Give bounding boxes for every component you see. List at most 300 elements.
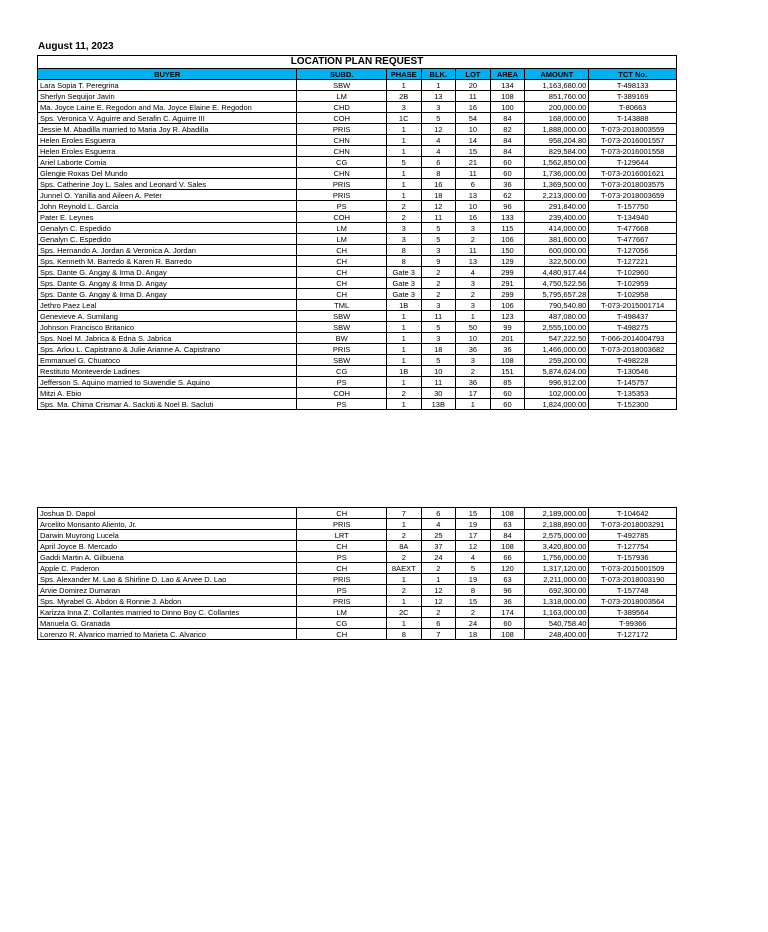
table-row: [38, 552, 677, 563]
table-row: [38, 596, 677, 607]
cell-subd: PRIS: [297, 124, 387, 135]
cell-amount: 414,000.00: [525, 223, 589, 234]
cell-buyer: Joshua D. Dapol: [38, 508, 297, 519]
report-date: August 11, 2023: [38, 41, 114, 52]
table-row: [38, 388, 677, 399]
cell-buyer: Darwin Muyrong Lucela: [38, 530, 297, 541]
cell-buyer: Arvie Domirez Dumaran: [38, 585, 297, 596]
cell-tct: T-157748: [589, 585, 677, 596]
table-row: [38, 322, 677, 333]
cell-area: 106: [490, 300, 525, 311]
cell-tct: T-073-2018003575: [589, 179, 677, 190]
cell-amount: 381,600.00: [525, 234, 589, 245]
cell-buyer: Helen Eroles Esguerra: [38, 146, 297, 157]
table-row: [38, 168, 677, 179]
cell-blk: 4: [421, 135, 456, 146]
cell-phase: 1: [386, 146, 421, 157]
cell-area: 60: [490, 618, 525, 629]
cell-phase: 1: [386, 311, 421, 322]
cell-blk: 3: [421, 300, 456, 311]
cell-blk: 12: [421, 201, 456, 212]
cell-area: 63: [490, 519, 525, 530]
column-header-tct: TCT No.: [589, 69, 677, 80]
cell-phase: 2: [386, 212, 421, 223]
cell-amount: 239,400.00: [525, 212, 589, 223]
cell-lot: 4: [456, 267, 491, 278]
cell-area: 129: [490, 256, 525, 267]
cell-amount: 1,317,120.00: [525, 563, 589, 574]
cell-area: 36: [490, 596, 525, 607]
cell-tct: T-492785: [589, 530, 677, 541]
cell-tct: T-157936: [589, 552, 677, 563]
cell-phase: 2: [386, 201, 421, 212]
cell-subd: CH: [297, 256, 387, 267]
cell-lot: 17: [456, 530, 491, 541]
cell-tct: T-157750: [589, 201, 677, 212]
cell-lot: 2: [456, 366, 491, 377]
cell-tct: T-99366: [589, 618, 677, 629]
cell-tct: T-073-2018003559: [589, 124, 677, 135]
cell-subd: PS: [297, 377, 387, 388]
cell-phase: 1: [386, 519, 421, 530]
cell-blk: 6: [421, 508, 456, 519]
cell-phase: 7: [386, 508, 421, 519]
table-title: LOCATION PLAN REQUEST: [38, 56, 677, 69]
cell-phase: 8A: [386, 541, 421, 552]
cell-subd: CHD: [297, 102, 387, 113]
cell-blk: 11: [421, 212, 456, 223]
cell-subd: COH: [297, 388, 387, 399]
table-row: [38, 399, 677, 410]
cell-blk: 30: [421, 388, 456, 399]
cell-buyer: Sps. Kenneth M. Barredo & Karen R. Barredo: [38, 256, 297, 267]
column-header-amount: AMOUNT: [525, 69, 589, 80]
cell-lot: 6: [456, 179, 491, 190]
cell-buyer: Lara Sopia T. Peregrina: [38, 80, 297, 91]
cell-blk: 2: [421, 278, 456, 289]
cell-area: 63: [490, 574, 525, 585]
cell-buyer: Johnson Francisco Britanico: [38, 322, 297, 333]
cell-blk: 11: [421, 377, 456, 388]
cell-tct: T-134940: [589, 212, 677, 223]
cell-area: 60: [490, 388, 525, 399]
cell-area: 99: [490, 322, 525, 333]
cell-tct: T-498228: [589, 355, 677, 366]
cell-area: 84: [490, 135, 525, 146]
cell-phase: 2: [386, 388, 421, 399]
location-plan-table: [37, 55, 677, 410]
table-row: [38, 179, 677, 190]
cell-phase: Gate 3: [386, 278, 421, 289]
cell-lot: 16: [456, 212, 491, 223]
table-row: [38, 256, 677, 267]
cell-phase: 1: [386, 344, 421, 355]
cell-lot: 15: [456, 596, 491, 607]
cell-phase: 1: [386, 322, 421, 333]
cell-phase: 1B: [386, 366, 421, 377]
table-row: [38, 618, 677, 629]
cell-amount: 2,213,000.00: [525, 190, 589, 201]
cell-amount: 2,575,000.00: [525, 530, 589, 541]
cell-amount: 1,318,000.00: [525, 596, 589, 607]
cell-subd: CH: [297, 541, 387, 552]
cell-area: 36: [490, 179, 525, 190]
cell-tct: T-127754: [589, 541, 677, 552]
cell-lot: 15: [456, 508, 491, 519]
cell-area: 299: [490, 267, 525, 278]
cell-lot: 3: [456, 223, 491, 234]
cell-blk: 5: [421, 234, 456, 245]
cell-buyer: Glengie Roxas Del Mundo: [38, 168, 297, 179]
cell-phase: 1: [386, 135, 421, 146]
cell-phase: 1B: [386, 300, 421, 311]
cell-buyer: Lorenzo R. Alvarico married to Marieta C. Alvarico: [38, 629, 297, 640]
cell-buyer: Apple C. Paderon: [38, 563, 297, 574]
cell-area: 108: [490, 629, 525, 640]
cell-phase: 2: [386, 552, 421, 563]
cell-subd: CHN: [297, 168, 387, 179]
cell-blk: 5: [421, 113, 456, 124]
cell-buyer: April Joyce B. Mercado: [38, 541, 297, 552]
cell-subd: SBW: [297, 311, 387, 322]
cell-subd: LM: [297, 91, 387, 102]
cell-buyer: Jessie M. Abadilla married to Maria Joy R. Abadilla: [38, 124, 297, 135]
cell-subd: CH: [297, 278, 387, 289]
cell-subd: PRIS: [297, 344, 387, 355]
cell-amount: 322,500.00: [525, 256, 589, 267]
table-row: [38, 530, 677, 541]
cell-subd: PS: [297, 585, 387, 596]
cell-amount: 1,736,000.00: [525, 168, 589, 179]
table-row: [38, 508, 677, 519]
table-row: [38, 333, 677, 344]
cell-phase: 2: [386, 530, 421, 541]
cell-blk: 3: [421, 333, 456, 344]
cell-subd: PRIS: [297, 574, 387, 585]
cell-phase: 1: [386, 596, 421, 607]
cell-subd: COH: [297, 212, 387, 223]
cell-lot: 36: [456, 344, 491, 355]
cell-buyer: Genalyn C. Espedido: [38, 223, 297, 234]
cell-subd: LM: [297, 223, 387, 234]
cell-area: 133: [490, 212, 525, 223]
cell-amount: 829,584.00: [525, 146, 589, 157]
cell-amount: 2,555,100.00: [525, 322, 589, 333]
cell-blk: 2: [421, 607, 456, 618]
cell-area: 134: [490, 80, 525, 91]
cell-tct: T-073-2018003291: [589, 519, 677, 530]
cell-blk: 11: [421, 311, 456, 322]
cell-amount: 600,000.00: [525, 245, 589, 256]
cell-lot: 16: [456, 102, 491, 113]
cell-blk: 4: [421, 146, 456, 157]
cell-buyer: Sps. Arlou L. Capistrano & Julie Arianne A. Capistrano: [38, 344, 297, 355]
cell-lot: 18: [456, 629, 491, 640]
cell-blk: 16: [421, 179, 456, 190]
cell-tct: T-102958: [589, 289, 677, 300]
cell-blk: 18: [421, 190, 456, 201]
cell-tct: T-389564: [589, 607, 677, 618]
cell-phase: 1: [386, 574, 421, 585]
cell-subd: CH: [297, 267, 387, 278]
cell-lot: 36: [456, 377, 491, 388]
cell-tct: T-066-2014004793: [589, 333, 677, 344]
cell-phase: 3: [386, 234, 421, 245]
cell-phase: Gate 3: [386, 289, 421, 300]
cell-amount: 2,188,890.00: [525, 519, 589, 530]
cell-tct: T-498133: [589, 80, 677, 91]
cell-phase: 5: [386, 157, 421, 168]
cell-buyer: Sps. Hernando A. Jordan & Veronica A. Jordan: [38, 245, 297, 256]
cell-blk: 2: [421, 267, 456, 278]
cell-lot: 21: [456, 157, 491, 168]
cell-area: 60: [490, 168, 525, 179]
cell-area: 62: [490, 190, 525, 201]
cell-lot: 11: [456, 168, 491, 179]
cell-phase: 1C: [386, 113, 421, 124]
cell-lot: 1: [456, 311, 491, 322]
cell-amount: 1,562,850.00: [525, 157, 589, 168]
cell-blk: 3: [421, 245, 456, 256]
cell-tct: T-073-2018003564: [589, 596, 677, 607]
cell-amount: 1,163,680.00: [525, 80, 589, 91]
cell-buyer: Arcelito Monsanto Aliento, Jr.: [38, 519, 297, 530]
cell-subd: CH: [297, 563, 387, 574]
cell-phase: 2C: [386, 607, 421, 618]
cell-buyer: Mitzi A. Ebio: [38, 388, 297, 399]
cell-blk: 3: [421, 102, 456, 113]
cell-blk: 4: [421, 519, 456, 530]
cell-buyer: Gaddi Martin A. Gilbuena: [38, 552, 297, 563]
cell-blk: 9: [421, 256, 456, 267]
cell-buyer: Karizza Inna Z. Collantes married to Dinno Boy C. Collantes: [38, 607, 297, 618]
cell-lot: 17: [456, 388, 491, 399]
cell-area: 85: [490, 377, 525, 388]
cell-subd: SBW: [297, 355, 387, 366]
cell-amount: 958,204.80: [525, 135, 589, 146]
cell-subd: PS: [297, 201, 387, 212]
cell-lot: 3: [456, 355, 491, 366]
table-row: [38, 190, 677, 201]
table-row: [38, 574, 677, 585]
cell-buyer: Sps. Dante G. Angay & Irma D. Angay: [38, 267, 297, 278]
location-plan-table-continued: [37, 507, 677, 640]
cell-tct: T-129644: [589, 157, 677, 168]
cell-lot: 54: [456, 113, 491, 124]
cell-subd: LRT: [297, 530, 387, 541]
cell-blk: 13B: [421, 399, 456, 410]
cell-buyer: Sps. Alexander M. Lao & Shirline D. Lao & Arvee D. Lao: [38, 574, 297, 585]
cell-tct: T-073-2018003190: [589, 574, 677, 585]
cell-subd: SBW: [297, 322, 387, 333]
cell-amount: 5,795,657.28: [525, 289, 589, 300]
cell-buyer: Jefferson S. Aquino married to Suwendie S. Aquino: [38, 377, 297, 388]
cell-buyer: Sps. Noel M. Jabrica & Edna S. Jabrica: [38, 333, 297, 344]
cell-amount: 1,756,000.00: [525, 552, 589, 563]
cell-area: 123: [490, 311, 525, 322]
cell-tct: T-073-2015001509: [589, 563, 677, 574]
cell-amount: 1,369,500.00: [525, 179, 589, 190]
cell-amount: 1,163,000.00: [525, 607, 589, 618]
table-row: [38, 102, 677, 113]
cell-area: 108: [490, 355, 525, 366]
cell-subd: LM: [297, 234, 387, 245]
cell-blk: 8: [421, 168, 456, 179]
cell-area: 100: [490, 102, 525, 113]
cell-tct: T-127172: [589, 629, 677, 640]
cell-tct: T-073-2018003682: [589, 344, 677, 355]
table-row: [38, 629, 677, 640]
cell-buyer: Sps. Dante G. Angay & Irma D. Angay: [38, 289, 297, 300]
cell-lot: 8: [456, 585, 491, 596]
cell-blk: 5: [421, 355, 456, 366]
cell-blk: 12: [421, 596, 456, 607]
cell-phase: 8: [386, 629, 421, 640]
table-row: [38, 311, 677, 322]
cell-tct: T-073-2015001714: [589, 300, 677, 311]
cell-area: 36: [490, 344, 525, 355]
cell-tct: T-477667: [589, 234, 677, 245]
cell-area: 96: [490, 585, 525, 596]
cell-phase: 8: [386, 245, 421, 256]
cell-tct: T-145757: [589, 377, 677, 388]
cell-tct: T-498275: [589, 322, 677, 333]
cell-buyer: Manuela G. Granada: [38, 618, 297, 629]
cell-lot: 3: [456, 300, 491, 311]
table-row: [38, 113, 677, 124]
cell-buyer: Junnel O. Yanilla and Aileen A. Peter: [38, 190, 297, 201]
table-row: [38, 278, 677, 289]
cell-subd: CH: [297, 629, 387, 640]
cell-area: 66: [490, 552, 525, 563]
cell-lot: 3: [456, 278, 491, 289]
cell-tct: T-130546: [589, 366, 677, 377]
cell-lot: 19: [456, 574, 491, 585]
cell-subd: COH: [297, 113, 387, 124]
cell-tct: T-477668: [589, 223, 677, 234]
column-header-buyer: BUYER: [38, 69, 297, 80]
cell-lot: 2: [456, 234, 491, 245]
cell-phase: 2B: [386, 91, 421, 102]
cell-lot: 50: [456, 322, 491, 333]
cell-phase: 3: [386, 102, 421, 113]
table-row: [38, 344, 677, 355]
cell-tct: T-127221: [589, 256, 677, 267]
column-header-area: AREA: [490, 69, 525, 80]
table-header-row: [38, 69, 677, 80]
cell-blk: 12: [421, 124, 456, 135]
cell-lot: 24: [456, 618, 491, 629]
table-row: [38, 519, 677, 530]
cell-buyer: Ma. Joyce Laine E. Regodon and Ma. Joyce Elaine E. Regodon: [38, 102, 297, 113]
cell-amount: 692,300.00: [525, 585, 589, 596]
cell-amount: 1,888,000.00: [525, 124, 589, 135]
cell-tct: T-389169: [589, 91, 677, 102]
cell-lot: 10: [456, 201, 491, 212]
cell-buyer: Sps. Catherine Joy L. Sales and Leonard V. Sales: [38, 179, 297, 190]
cell-subd: PRIS: [297, 190, 387, 201]
cell-amount: 1,824,000.00: [525, 399, 589, 410]
table-row: [38, 245, 677, 256]
cell-subd: TML: [297, 300, 387, 311]
cell-phase: 8AEXT: [386, 563, 421, 574]
cell-subd: PRIS: [297, 596, 387, 607]
cell-buyer: Helen Eroles Esguerra: [38, 135, 297, 146]
cell-phase: 1: [386, 179, 421, 190]
cell-area: 60: [490, 399, 525, 410]
cell-area: 151: [490, 366, 525, 377]
cell-buyer: Jethro Paez Leal: [38, 300, 297, 311]
table-row: [38, 212, 677, 223]
cell-buyer: Pater E. Leynes: [38, 212, 297, 223]
cell-buyer: Sps. Ma. Chima Crismar A. Sacluti & Noel B. Sacluti: [38, 399, 297, 410]
cell-amount: 4,480,917.44: [525, 267, 589, 278]
cell-amount: 2,211,000.00: [525, 574, 589, 585]
cell-amount: 291,840.00: [525, 201, 589, 212]
cell-tct: T-127056: [589, 245, 677, 256]
cell-amount: 4,750,522.56: [525, 278, 589, 289]
cell-subd: CH: [297, 508, 387, 519]
cell-lot: 20: [456, 80, 491, 91]
table-row: [38, 377, 677, 388]
cell-blk: 5: [421, 322, 456, 333]
column-header-blk: BLK.: [421, 69, 456, 80]
cell-lot: 11: [456, 91, 491, 102]
cell-subd: SBW: [297, 80, 387, 91]
cell-tct: T-073-2016001558: [589, 146, 677, 157]
cell-tct: T-498437: [589, 311, 677, 322]
table-row: [38, 289, 677, 300]
cell-area: 108: [490, 91, 525, 102]
cell-phase: 1: [386, 399, 421, 410]
cell-subd: LM: [297, 607, 387, 618]
cell-subd: PRIS: [297, 179, 387, 190]
cell-amount: 851,760.00: [525, 91, 589, 102]
cell-lot: 13: [456, 190, 491, 201]
cell-lot: 15: [456, 146, 491, 157]
cell-tct: T-102959: [589, 278, 677, 289]
cell-lot: 5: [456, 563, 491, 574]
cell-subd: BW: [297, 333, 387, 344]
cell-lot: 19: [456, 519, 491, 530]
cell-lot: 11: [456, 245, 491, 256]
cell-amount: 200,000.00: [525, 102, 589, 113]
cell-blk: 1: [421, 80, 456, 91]
cell-amount: 3,420,800.00: [525, 541, 589, 552]
table-row: [38, 157, 677, 168]
cell-lot: 13: [456, 256, 491, 267]
cell-amount: 102,000.00: [525, 388, 589, 399]
cell-area: 96: [490, 201, 525, 212]
cell-tct: T-073-2016001621: [589, 168, 677, 179]
cell-blk: 6: [421, 618, 456, 629]
cell-blk: 2: [421, 563, 456, 574]
cell-amount: 248,400.00: [525, 629, 589, 640]
cell-phase: 1: [386, 168, 421, 179]
cell-amount: 547,222.50: [525, 333, 589, 344]
cell-tct: T-80663: [589, 102, 677, 113]
column-header-subd: SUBD.: [297, 69, 387, 80]
cell-area: 201: [490, 333, 525, 344]
cell-area: 299: [490, 289, 525, 300]
cell-subd: PS: [297, 552, 387, 563]
cell-lot: 10: [456, 124, 491, 135]
cell-area: 108: [490, 508, 525, 519]
table-row: [38, 124, 677, 135]
cell-area: 84: [490, 113, 525, 124]
cell-phase: 1: [386, 333, 421, 344]
cell-area: 120: [490, 563, 525, 574]
